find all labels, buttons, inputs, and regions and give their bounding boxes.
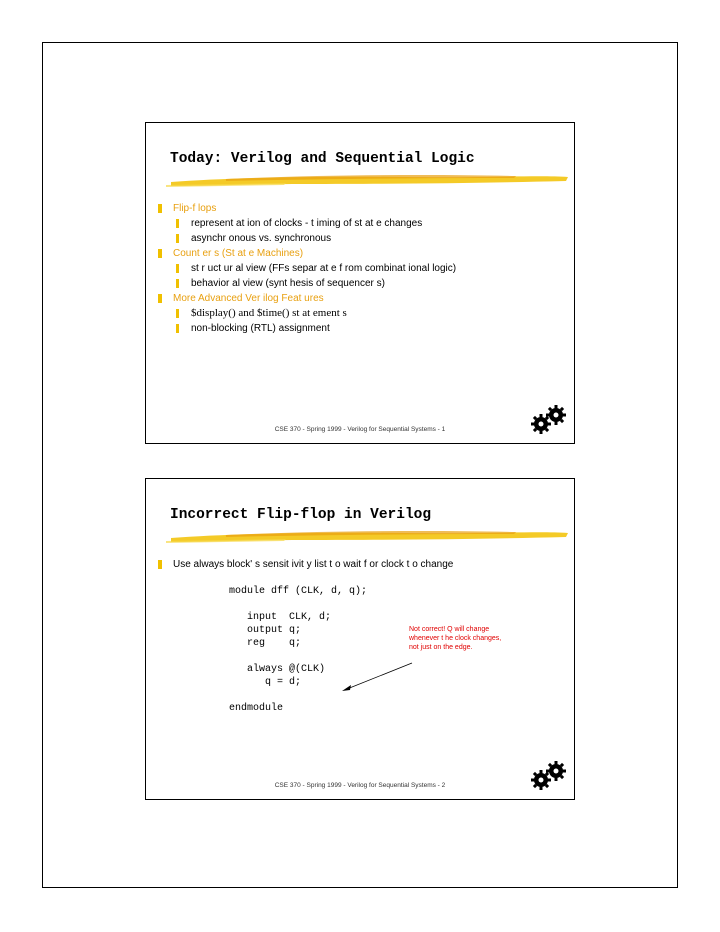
code-line: output q; [229,625,302,636]
code-line: input CLK, d; [229,612,332,623]
bullet-item [156,246,564,261]
sub-bullet-item [156,276,564,291]
bullet-item [156,201,564,216]
annotation-note: Not correct! Q will change whenever t he clock changes, not just on the edge. [409,626,502,651]
bullet-text: Use always block' s sensit ivit y list t o wait f or clock t o change [173,559,454,570]
bullet-text: Count er s (St at e Machines) [173,248,304,259]
sub-bullet-item [156,306,564,321]
gears-icon [530,761,568,791]
code-line: q = d; [229,677,302,688]
code-line: endmodule [229,703,284,714]
bullet-text: Flip-f lops [173,203,217,214]
code-line: always @(CLK) [229,664,326,675]
sub-bullet-item [156,321,564,336]
bullet-square-icon [176,219,179,228]
slide-footer: CSE 370 - Spring 1999 - Verilog for Sequential Systems - 1 [274,426,446,433]
slide-title: Today: Verilog and Sequential Logic [170,151,475,167]
sub-bullet-item [156,216,564,231]
code-block [229,585,367,715]
brush-stroke [166,525,571,545]
bullet-item [156,557,564,572]
bullet-item [156,291,564,306]
bullet-list [156,201,564,336]
code-line: module dff (CLK, d, q); [229,586,368,597]
sub-bullet-text: represent at ion of clocks - t iming of st at e changes [191,218,423,229]
bullet-square-icon [176,324,179,333]
bullet-square-icon [158,204,162,213]
bullet-square-icon [158,249,162,258]
gears-icon [530,405,568,435]
brush-stroke [166,169,571,189]
slide-1 [145,122,575,444]
sub-bullet-item [156,261,564,276]
sub-bullet-item [156,231,564,246]
slide-title: Incorrect Flip-flop in Verilog [170,507,432,523]
bullet-square-icon [158,294,162,303]
bullet-square-icon [176,309,179,318]
bullet-text: More Advanced Ver ilog Feat ures [173,293,324,304]
bullet-square-icon [176,234,179,243]
sub-bullet-text: asynchr onous vs. synchronous [191,233,332,244]
bullet-square-icon [176,264,179,273]
bullet-square-icon [158,560,162,569]
sub-bullet-text: non-blocking (RTL) assignment [191,323,330,334]
code-line: reg q; [229,638,302,649]
bullet-list [156,557,564,572]
sub-bullet-text: behavior al view (synt hesis of sequencer s) [191,278,385,289]
bullet-square-icon [176,279,179,288]
sub-bullet-text: st r uct ur al view (FFs separ at e f rom combinat ional logic) [191,263,457,274]
slide-2 [145,478,575,800]
slide-footer: CSE 370 - Spring 1999 - Verilog for Sequential Systems - 2 [274,782,446,789]
sub-bullet-text: $display() and $time() st at ement s [191,307,347,319]
